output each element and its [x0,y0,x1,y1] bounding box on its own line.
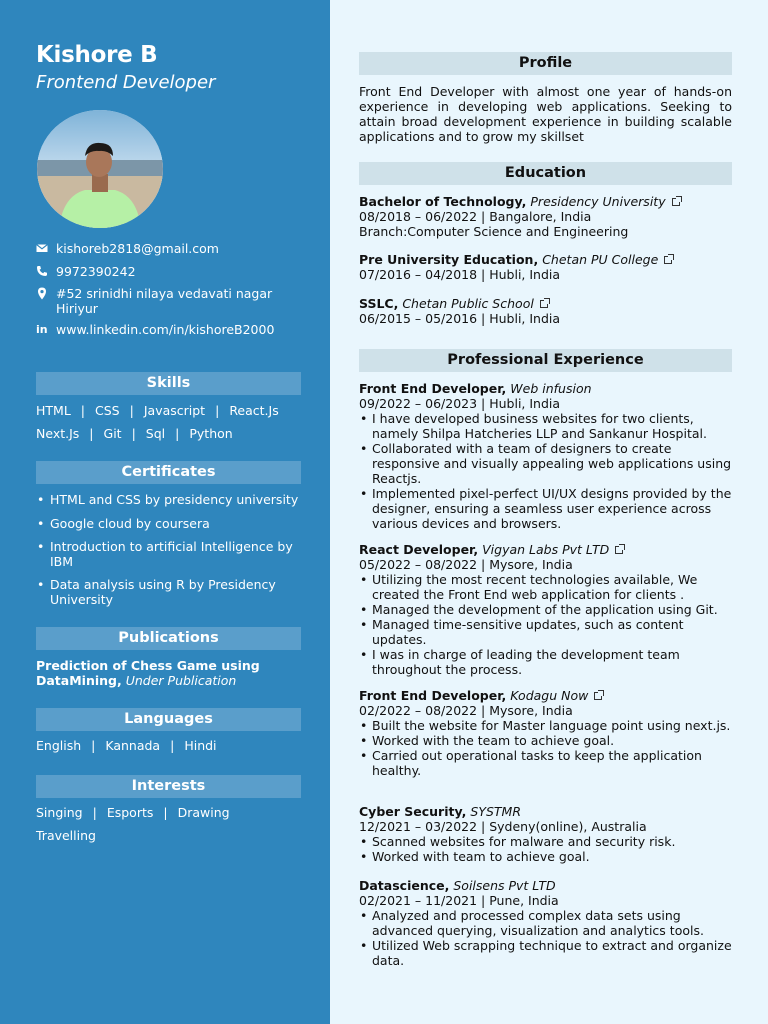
job-bullet: • Worked with the team to achieve goal. [359,733,739,748]
interest-item: Drawing [177,805,230,820]
job-dates: 02/2022 – 08/2022 | Mysore, India [359,703,573,718]
job-role: Cyber Security, [359,804,467,819]
certificates-list [36,493,306,616]
skills-list: HTML | CSS | Javascript | React.Js Next.Js | Git | Sql | Python [36,403,279,441]
external-link-icon[interactable] [540,300,548,308]
school-name: Chetan PU College [542,252,659,267]
language-item: Hindi [184,738,217,753]
phone-text: 9972390242 [56,264,136,279]
publications-heading: Publications [36,627,301,650]
job-dates: 05/2022 – 08/2022 | Mysore, India [359,557,573,572]
candidate-name: Kishore B [36,42,158,68]
education-item [359,296,739,326]
address-text: #52 srinidhi nilaya vedavati nagar Hiriyur [56,286,273,316]
job-bullet: • Implemented pixel-perfect UI/UX designs provided by the designer, ensuring a seamless user experience across various devices and browsers. [359,486,739,531]
education-dates: 07/2016 – 04/2018 | Hubli, India [359,267,561,282]
education-dates: 06/2015 – 05/2016 | Hubli, India [359,311,561,326]
external-link-icon[interactable] [615,546,623,554]
company-name: Web infusion [510,381,592,396]
job-bullet: • I was in charge of leading the development team throughout the process. [359,647,739,677]
school-name: Chetan Public School [402,296,534,311]
interest-item: Travelling [36,828,96,843]
skill-item: React.Js [229,403,279,418]
job-bullet: • Utilizing the most recent technologies available, We created the Front End web application for clients . [359,572,739,602]
company-name: Kodagu Now [510,688,589,703]
company-name: Soilsens Pvt LTD [453,878,556,893]
education-branch: Branch:Computer Science and Engineering [359,224,629,239]
job-bullet: • Scanned websites for malware and security risk. [359,834,739,849]
skill-item: CSS [95,403,120,418]
job-role: Front End Developer, [359,688,507,703]
skill-item: Next.Js [36,426,80,441]
contact-phone[interactable] [36,264,311,279]
job-bullet: • Built the website for Master language point using next.js. [359,718,739,733]
skill-item: HTML [36,403,71,418]
external-link-icon[interactable] [664,256,672,264]
job-role: Datascience, [359,878,450,893]
candidate-role: Frontend Developer [36,72,216,93]
school-name: Presidency University [530,194,666,209]
company-name: Vigyan Labs Pvt LTD [482,542,610,557]
publication-item [36,658,296,688]
education-dates: 08/2018 – 06/2022 | Bangalore, India [359,209,592,224]
education-item [359,252,739,282]
linkedin-icon: in [36,323,48,336]
job-dates: 09/2022 – 06/2023 | Hubli, India [359,396,561,411]
job-dates: 12/2021 – 03/2022 | Sydeny(online), Australia [359,819,647,834]
email-text: kishoreb2818@gmail.com [56,241,219,256]
profile-photo [37,110,163,228]
certificate-item: • HTML and CSS by presidency university [36,493,306,508]
languages-list: English | Kannada | Hindi [36,738,217,753]
linkedin-text: www.linkedin.com/in/kishoreB2000 [56,322,275,337]
publication-title: Prediction of Chess Game using DataMining, [36,658,260,688]
education-heading: Education [359,162,732,185]
job-bullet: • Collaborated with a team of designers to create responsive and visually appealing web applications using Reactjs. [359,441,739,486]
degree: Pre University Education, [359,252,539,267]
experience-item [359,804,739,864]
interests-heading: Interests [36,775,301,798]
experience-item [359,878,739,968]
experience-item [359,542,739,677]
education-item [359,194,739,239]
degree: SSLC, [359,296,399,311]
job-bullet: • Managed the development of the application using Git. [359,602,739,617]
profile-heading: Profile [359,52,732,75]
job-bullet: • Analyzed and processed complex data sets using advanced querying, visualization and analytics tools. [359,908,739,938]
language-item: English [36,738,82,753]
external-link-icon[interactable] [594,692,602,700]
interests-list: Singing | Esports | Drawing Travelling [36,805,230,843]
contact-email[interactable] [36,241,311,256]
certificate-item: • Introduction to artificial Intelligence by IBM [36,540,306,569]
experience-item [359,688,739,778]
certificate-item: • Data analysis using R by Presidency University [36,578,306,607]
contact-linkedin[interactable] [36,322,311,337]
skill-item: Sql [145,426,166,441]
skill-item: Javascript [143,403,206,418]
skill-item: Python [189,426,233,441]
experience-item [359,381,739,531]
job-bullet: • I have developed business websites for two clients, namely Shilpa Hatcheries LLP and Sankanur Hospital. [359,411,739,441]
languages-heading: Languages [36,708,301,731]
location-pin-icon [36,286,56,316]
external-link-icon[interactable] [672,198,680,206]
interest-item: Singing [36,805,83,820]
job-bullet: • Utilized Web scrapping technique to extract and organize data. [359,938,739,968]
job-role: React Developer, [359,542,479,557]
experience-heading: Professional Experience [359,349,732,372]
interest-item: Esports [106,805,154,820]
job-dates: 02/2021 – 11/2021 | Pune, India [359,893,559,908]
main-content [330,0,768,1024]
contact-address [36,286,311,316]
degree: Bachelor of Technology, [359,194,527,209]
job-bullet: • Managed time-sensitive updates, such as content updates. [359,617,739,647]
phone-icon [36,264,56,279]
job-bullet: • Worked with team to achieve goal. [359,849,739,864]
sidebar [0,0,330,1024]
publication-status: Under Publication [125,673,237,688]
job-role: Front End Developer, [359,381,507,396]
language-item: Kannada [105,738,161,753]
company-name: SYSTMR [470,804,522,819]
skills-heading: Skills [36,372,301,395]
certificates-heading: Certificates [36,461,301,484]
mail-icon [36,241,56,256]
skill-item: Git [103,426,122,441]
job-bullet: • Carried out operational tasks to keep the application healthy. [359,748,739,778]
profile-summary: Front End Developer with almost one year of hands-on experience in developing web applications. Seeking to attain broad development experience in building scalable applications and to grow my skillset [359,84,732,144]
certificate-item: • Google cloud by coursera [36,517,306,532]
